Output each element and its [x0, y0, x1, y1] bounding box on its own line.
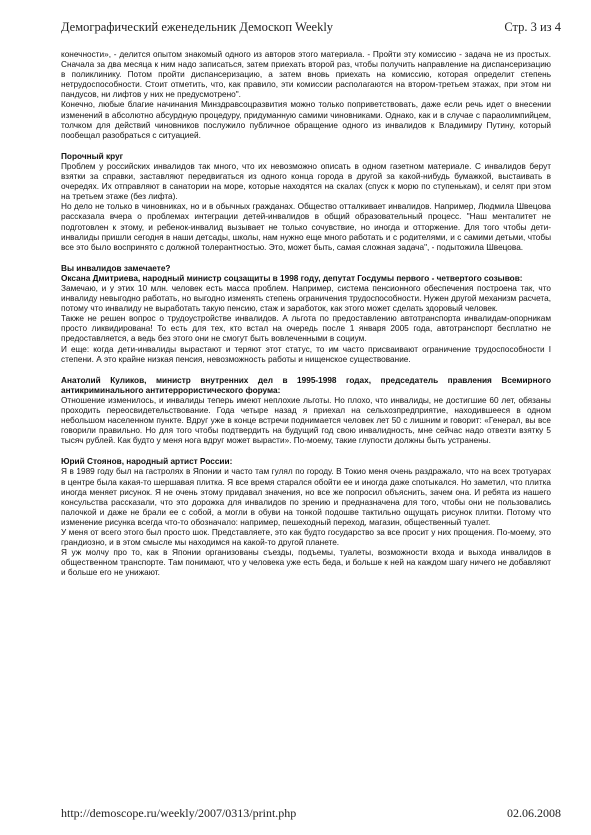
publication-title: Демографический еженедельник Демоскоп Weekly [61, 20, 334, 34]
speaker-heading-stoyanov: Юрий Стоянов, народный артист России: [61, 457, 233, 467]
section-heading-do-you-notice: Вы инвалидов замечаете? [61, 263, 171, 273]
page-header [61, 16, 561, 38]
article-body [61, 50, 551, 579]
dmitrieva-paragraph-2: Также не решен вопрос о трудоустройстве инвалидов. А льгота по предоставлению автотранспорта инвалидам-опорникам просто ликвидирована! То есть для тех, кто встал на очередь после 1 января 2005 года, автотранспорт бесплатно не предоставляется, а ведь без этого они не смогут быть вовлеченными в социум. [61, 314, 551, 344]
stoyanov-paragraph-2: У меня от всего этого был просто шок. Представляете, это как будто государство за все просит у них прощения. По-моему, это грандиозно, и в этом смысле мы находимся на какой-то другой планете. [61, 528, 551, 548]
dmitrieva-paragraph-1: Замечаю, и у этих 10 млн. человек есть масса проблем. Например, система пенсионного обеспечения построена так, что инвалиду невыгодно работать, но выгодно изменять степень ограничения трудоспособности. Нужен другой механизм расчета, потому что инвалиду не выработать такую пенсию, стаж и заработок, как этого может сделать здоровый человек. [61, 283, 551, 314]
print-date: 02.06.2008 [507, 806, 561, 820]
stoyanov-paragraph-1: Я в 1989 году был на гастролях в Японии и часто там гулял по городу. В Токио меня очень раздражало, что на всех тротуарах в центре была какая-то шершавая плитка. Я все время старался обойти ее и иногда даже спотыкался. Но заметил, что плитка иногда меняет рисунок. Я не очень этому придавал значения, но все же попросил объяснить, зачем она. И ребята из нашего консульства рассказали, что это дорожка для инвалидов по зрению и предназначена для того, чтобы они не пользовались палочкой и даже не брали ее с собой, а могли в обуви на тонкой подошве тактильно ощущать рисунок плитки. Потому что изменение рисунка всегда что-то обозначало: например, пешеходный переход, магазин, общественный туалет. [61, 467, 551, 527]
speaker-heading-dmitrieva: Оксана Дмитриева, народный министр соцзащиты в 1998 году, депутат Госдумы первого - четвертого созывов: [61, 273, 523, 283]
dmitrieva-paragraph-3: И еще: когда дети-инвалиды вырастают и теряют этот статус, то им часто присваивают ограничение трудоспособности I степени. А это крайне низкая пенсия, невозможность работы и нищенское существование. [61, 344, 551, 364]
section1-paragraph-2: Но дело не только в чиновниках, но и в обычных гражданах. Общество отталкивает инвалидов. Например, Людмила Швецова рассказала вчера о проблемах интеграции детей-инвалидов в общий образовательный процесс. "Наш менталитет не подготовлен к этому, и ребенок-инвалид вызывает не только сочувствие, но иногда и отторжение. Для того чтобы дети-инвалиды пришли сегодня в наши детсады, школы, нам нужно еще много работать и с родителями, и с самими детьми, чтобы все это было воспринято с должной толерантностью. Это, может быть, самая сложная задача", - подытожила Швецова. [61, 202, 551, 252]
intro-paragraph-2: Конечно, любые благие начинания Минздравсоцразвития можно только поприветствовать, даже если речь идет о внесении изменений в абсолютно абсурдную процедуру, придуманную самими чиновниками. Однако, как и в случае с параолимпийцем, толчком для действий чиновников послужило публичное обращение одного из инвалидов к Владимиру Путину, который пообещал разобраться с ситуацией. [61, 100, 551, 140]
intro-paragraph-1: конечности», - делится опытом знакомый одного из авторов этого материала. - Пройти эту комиссию - задача не из простых. Сначала за два месяца к ним надо записаться, затем приехать второй раз, чтобы получить направление на диспансеризацию в поликлинику. Потом пройти диспансеризацию, а затем вновь приехать на комиссию, которая определит степень нетрудоспособности. Стоит отметить, что, как правило, эти комиссии располагаются на втором-третьем этажах, при этом ни пандусов, ни лифтов у них не предусмотрено". [61, 50, 551, 100]
speaker-heading-kulikov: Анатолий Куликов, министр внутренних дел в 1995-1998 годах, председатель правления Всемирного антикриминального антитеррористического форума: [61, 375, 551, 395]
kulikov-paragraph-1: Отношение изменилось, и инвалиды теперь имеют неплохие льготы. Но плохо, что инвалиды, не достигшие 60 лет, обязаны проходить переосвидетельствование. Года четыре назад я приехал на сельхозпредприятие, находившееся в одном небольшом населенном пункте. Вдруг уже в конце встречи поднимается человек лет 50 с лишним и говорит: «Генерал, вы все говорили правильно. Но для того чтобы подтвердить на будущий год свою инвалидность, мне сейчас надо отвезти взятку 5 тысяч рублей. Как будто у меня нога вдруг может вырасти». По-моему, такие глупости должны быть устранены. [61, 395, 551, 446]
source-url: http://demoscope.ru/weekly/2007/0313/print.php [61, 806, 297, 820]
section-heading-vicious-circle: Порочный круг [61, 151, 124, 161]
page-number: Стр. 3 из 4 [504, 20, 561, 34]
stoyanov-paragraph-3: Я уж молчу про то, как в Японии организованы съезды, подъемы, туалеты, возможности входа и выхода инвалидов в общественном транспорте. Там понимают, что у человека уже есть беда, и больше к ней на каждом шагу ничего не добавляют и больше его не унижают. [61, 548, 551, 578]
section1-paragraph-1: Проблем у российских инвалидов так много, что их невозможно описать в одном газетном материале. С инвалидов берут взятки за справки, заставляют передвигаться из одного конца города в другой за какой-нибудь бумажкой, выстаивать в очередях. Их отправляют в санатории на море, которые находятся на скалах (спуск к морю по ступенькам), и селят при этом на третьем этаже (без лифта). [61, 161, 551, 202]
